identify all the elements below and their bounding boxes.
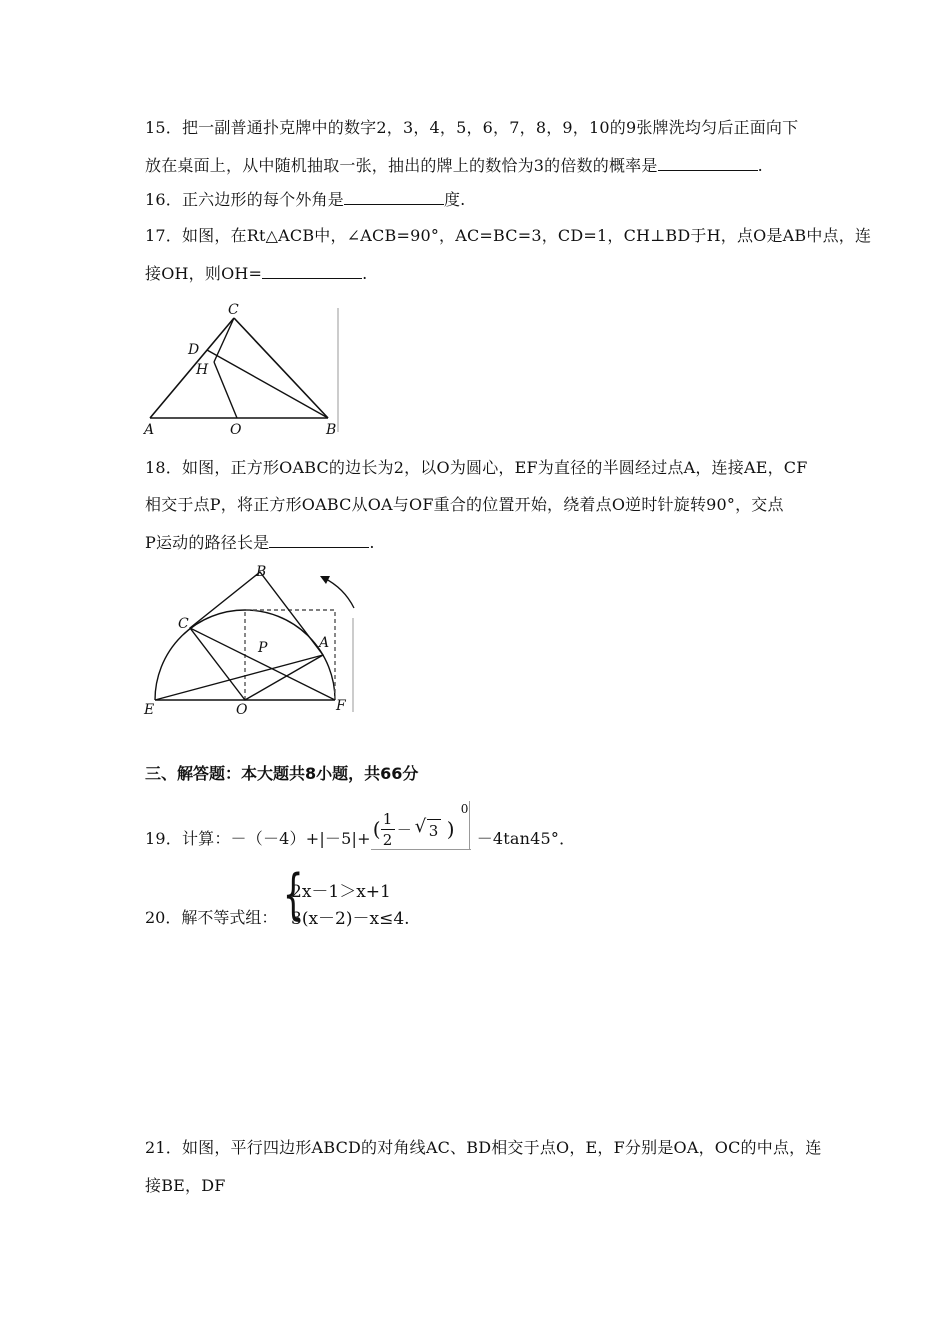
q15-line2-text: 放在桌面上，从中随机抽取一张，抽出的牌上的数恰为3的倍数的概率是 [145,156,658,175]
q19-minus: － [396,821,412,839]
q17-segment-CB [234,318,328,418]
q18-figure [140,560,365,720]
q19-radicand: 3 [428,822,439,840]
q16-answer-blank [344,190,444,205]
q17-label-O: O [230,422,242,438]
q17-answer-blank [262,264,362,279]
q18-label-E: E [144,702,155,718]
q20-block [145,863,565,932]
q17-segment-HO [214,362,237,418]
q15-line2 [145,156,810,176]
q16-end: 度. [443,190,466,209]
q19-line [145,802,810,858]
q17-label-D: D [188,342,200,358]
q18-label-C: C [178,616,189,632]
section-3-title: 三、解答题：本大题共8小题，共66分 [145,764,419,783]
q19-frac-num: 1 [382,810,393,828]
q17-label-C: C [228,302,239,318]
q17-segment-CH [214,318,234,362]
q20-brace: { [282,863,304,926]
q15-end: . [757,156,763,175]
q20-end: . [404,909,410,929]
q18-label-B: B [256,564,267,580]
q17-segment-DB [207,350,328,418]
q15-line1: 15．把一副普通扑克牌中的数字2，3，4，5，6，7，8，9，10的9张牌洗均匀后正面向下 [145,118,799,137]
q17-line2-text: 接OH，则OH= [145,264,263,283]
q19-exponent: 0 [460,802,469,816]
q18-line1: 18．如图，正方形OABC的边长为2，以O为圆心，EF为直径的半圆经过点A，连接AE，CF [145,458,808,477]
q17-label-H: H [196,362,209,378]
q17-line2 [145,264,810,284]
q21-line2: 接BE，DF [145,1176,226,1195]
q18-answer-blank [269,533,369,548]
q18-line3 [145,533,810,553]
q19-sqrt-bar [427,819,441,820]
q20-inequality-1: 2x－1＞x+1 [291,882,391,902]
q20-inequality-2: 3(x－2)－x≤4 [291,909,405,929]
q20-prefix: 20．解不等式组： [145,908,278,927]
q19-left-paren: ( [372,817,381,841]
q17-figure [140,300,350,440]
q17-line1: 17．如图，在Rt△ACB中，∠ACB=90°，AC=BC=3，CD=1，CH⊥BD于H，点O是AB中点，连 [145,226,872,245]
q18-label-F: F [336,698,346,714]
q17-end: . [362,264,368,283]
q18-label-P: P [258,640,268,656]
q20-inequality-2-row [291,904,410,929]
q19-right-paren: ) [446,817,455,841]
q18-line3-text: P运动的路径长是 [145,533,270,552]
q17-label-A: A [144,422,155,438]
q18-end: . [369,533,375,552]
q19-box-edge [469,801,470,849]
q18-label-A: A [319,635,330,651]
q18-line2: 相交于点P，将正方形OABC从OA与OF重合的位置开始，绕着点O逆时针旋转90°，交点 [145,495,784,514]
q18-rotation-arrow [324,578,354,608]
q16-line [145,190,810,210]
q19-suffix: －4tan45°． [476,829,576,848]
q19-frac-den: 2 [382,831,393,849]
q17-segment-AC [150,318,234,418]
q19-sqrt-sign: √ [414,816,427,837]
q18-square-OABC [190,572,323,700]
q18-label-O: O [236,702,248,718]
q19-power-expression [371,802,471,850]
q19-prefix: 19．计算：－（－4）+|－5|+ [145,829,371,848]
q17-label-B: B [326,422,337,438]
q21-line1: 21．如图，平行四边形ABCD的对角线AC、BD相交于点O，E，F分别是OA，OC的中点，连 [145,1138,822,1157]
q15-answer-blank [658,156,758,171]
q16-text: 16．正六边形的每个外角是 [145,190,344,209]
